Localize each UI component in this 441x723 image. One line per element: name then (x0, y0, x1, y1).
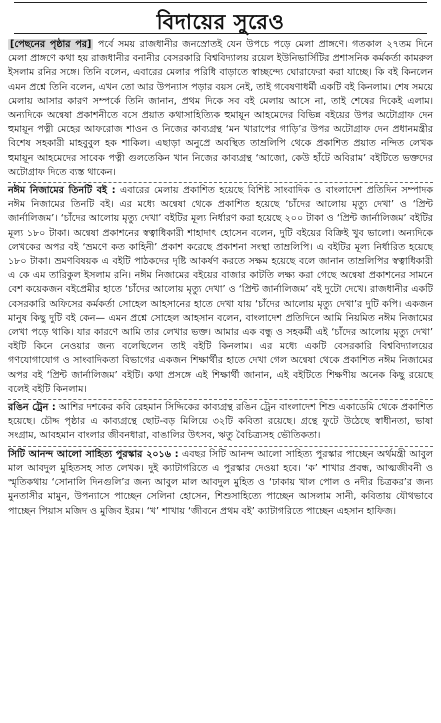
paragraph-text: এবছর সিটি আনন্দ আলো সাহিত্য পুরস্কার পাচ্ছেন অর্থমন্ত্রী আবুল মাল আবদুল মুহিতসহ সাত লেখক। দুই ক্যাটাগরিতে এ পুরস্কার দেওয়া হবে। ‘ক’ শাখার প্রবন্ধ, আত্মজীবনী ও স্মৃতিকথায় ‘সোনালি দিনগুলি’র জন্য আবুল মাল আবদুল মুহিত ও ‘ঢাকায় খাল পোল ও নদীর চিত্রকর’র জন্য মুনতাসীর মামুন, উপন্যাসে পাচ্ছেন সেলিনা হোসেন, শিশুসাহিত্যে পাচ্ছেন আসলাম সানী, কবিতায় যৌথভাবে পাচ্ছেন পিয়াস মজিদ ও মুজিব ইরম। ‘খ’ শাখায় ‘জীবনে প্রথম বই’ ক্যাটাগরিতে পাচ্ছেন এহসান হাফিজ। (8, 448, 433, 517)
continuation-label: [পেছনের পৃষ্ঠার পর] (10, 39, 92, 50)
masthead (8, 0, 433, 36)
paragraph-text: আশির দশকের কবি রেহমান সিদ্দিকের কাব্যগ্রন্থ রঙিন ট্রেন বাংলাদেশ শিশু একাডেমি থেকে প্রকাশিত হয়েছে। চৌদ্দ পৃষ্ঠার এ কাব্যগ্রন্থে ছোট-বড় মিলিয়ে ৩২টি কবিতা রয়েছে। গ্রন্থে ফুটে উঠেছে স্বাধীনতা, ভাষা সংগ্রাম, আবহমান বাংলার জীবনধারা, বাঙালির উৎসব, ঋতু বৈচিত্র্যসহ ভৌতিকতা। (8, 402, 433, 442)
section-lead: সিটি আনন্দ আলো সাহিত্য পুরস্কার ২০১৬ : (8, 448, 179, 460)
section-divider (8, 399, 433, 400)
paragraph-rongin-train (8, 401, 433, 444)
headline: বিদায়ের সুরেও (156, 10, 285, 34)
paragraph-naeem-nizam (8, 184, 433, 397)
section-divider (8, 446, 433, 447)
section-lead: নঈম নিজামের তিনটি বই : (8, 185, 116, 197)
paragraph-city-ananda-alo (8, 448, 433, 519)
paragraph-text: এবারের মেলায় প্রকাশিত হয়েছে বিশিষ্ট সাংবাদিক ও বাংলাদেশ প্রতিদিন সম্পাদক নঈম নিজামের তিনটি বই। এর মধ্যে অন্বেষা থেকে প্রকাশিত হয়েছে ‘চাঁদের আলোয় মৃত্যু দেখা’ ও ‘প্রিন্ট জার্নালিজম’। ‘চাঁদের আলোয় মৃত্যু দেখা’ বইটির মূল্য নির্ধারণ করা হয়েছে ২০০ টাকা ও ‘প্রিন্ট জার্নালিজম’ বইটির মূল্য ১৮০ টাকা। অন্বেষা প্রকাশনের স্বত্বাধিকারী শাহাদাৎ হোসেন বলেন, দুটি বইয়ের বিক্রিই খুব ভালো। অন্যদিকে লেখকের অপর বই ‘ভ্রমণে কত কাহিনী’ প্রকাশ করেছে প্রকাশনা সংস্থা তাম্রলিপি। এ বইটির মূল্য নির্ধারিত হয়েছে ১৮০ টাকা। ভ্রমণবিষয়ক এ বইটি পাঠকদের দৃষ্টি আকর্ষণ করতে সক্ষম হয়েছে বলে জানান তাম্রলিপির স্বত্বাধিকারী এ কে এম তারিকুল ইসলাম রনি। নঈম নিজামের বইয়ের বাজার কাটতি লক্ষ্য করা গেছে অন্বেষা প্রকাশনের সামনে বেশ কয়েকজন বইপ্রেমীর হাতে ‘চাঁদের আলোয় মৃত্যু দেখা’ ও ‘প্রিন্ট জার্নালিজম’ বই দুটো দেখে। রাজধানীর একটি বেসরকারি অফিসের কর্মকর্তা সোহেল আহসানের হাতে দেখা যায় ‘চাঁদের আলোয় মৃত্যু দেখা’র দুটি কপি। একজন মানুষ কিছু দুটি বই কেন— এমন প্রশ্নে সোহেল আহসান বলেন, বাংলাদেশ প্রতিদিনে আমি নিয়মিত নঈম নিজামের লেখা পড়ে থাকি। যার কারণে আমি তার লেখার ভক্ত। আমার এক বন্ধু ও সহকর্মী এই ‘চাঁদের আলোয় মৃত্যু দেখা’ বইটি কিনে নেওয়ার জন্য বলেছিলেন তাই বইটি কিনলাম। এর মধ্যে একটি বেসরকারি বিশ্ববিদ্যালয়ের গণযোগাযোগ ও সাংবাদিকতা বিভাগের একজন শিক্ষার্থীর হাতে দেখা গেল অন্বেষা থেকে প্রকাশিত নঈম নিজামের অপর বই ‘প্রিন্ট জার্নালিজম’ বইটি। কথা প্রসঙ্গে এই শিক্ষার্থী জানান, এই বইটিতে শিক্ষণীয় অনেক কিছু রয়েছে বলেই বইটি কিনলাম। (8, 185, 433, 395)
top-rule (14, 2, 427, 3)
paragraph-intro (8, 38, 433, 180)
bottom-rule (14, 33, 427, 34)
article-body (8, 38, 433, 519)
paragraph-text: পর্বে সময় রাজধানীর জনস্রোতই যেন উপচে পড়ে মেলা প্রাঙ্গণে। গতকাল ২৭তম দিনে মেলা প্রাঙ্গণে কথা হয় রাজধানীর বনানীর বেসরকারি বিশ্ববিদ্যালয় রয়েল ইউনিভার্সিটির প্রশাসনিক কর্মকর্তা কামরুল ইসলাম রনির সঙ্গে। তিনি বলেন, এবারের মেলার পরিধি বাড়াতে স্বাচ্ছন্দ্যে ঘোরাফেরা করা যাচ্ছে। কি বই কিনলেন এমন প্রশ্নে তিনি বলেন, এখন তো আর উপন্যাস পড়ার বয়স নেই, তাই গবেষণাধর্মী একটি বই কিনলাম। শেষ সময়ে মেলায় আসার কারণ সম্পর্কে তিনি জানান, প্রথম দিকে সব বই মেলায় আসে না, তাই শেষের দিকেই এলাম। অন্যদিকে অন্বেষা প্রকাশনীতে বসে প্রয়াত কথাসাহিত্যিক হুমায়ূন আহমেদের বিভিন্ন বইয়ের উপর অটোগ্রাফ দেন হুমায়ূন পত্নী মেহের আফরোজ শাওন ও নিজের কাব্যগ্রন্থ ‘মন খারাপের গাড়ি’র উপর অটোগ্রাফ দেন প্রধানমন্ত্রীর বিশেষ সহকারী মাহবুবুল হক শাকিল। এছাড়া অনুপ্রে অবস্থিত তাম্রলিপি থেকে প্রকাশিত প্রয়াত নন্দিত লেখক হুমায়ূন আহমেদের সাবেক পত্নী গুলতেকিন খান নিজের কাব্যগ্রন্থ ‘আজো, কেউ হাঁটে অবিরাম’ বইটিতে ভক্তদের অটোগ্রাফ দিতে ব্যস্ত থাকেন। (8, 39, 433, 178)
section-lead: রঙিন ট্রেন : (8, 402, 56, 414)
section-divider (8, 182, 433, 183)
